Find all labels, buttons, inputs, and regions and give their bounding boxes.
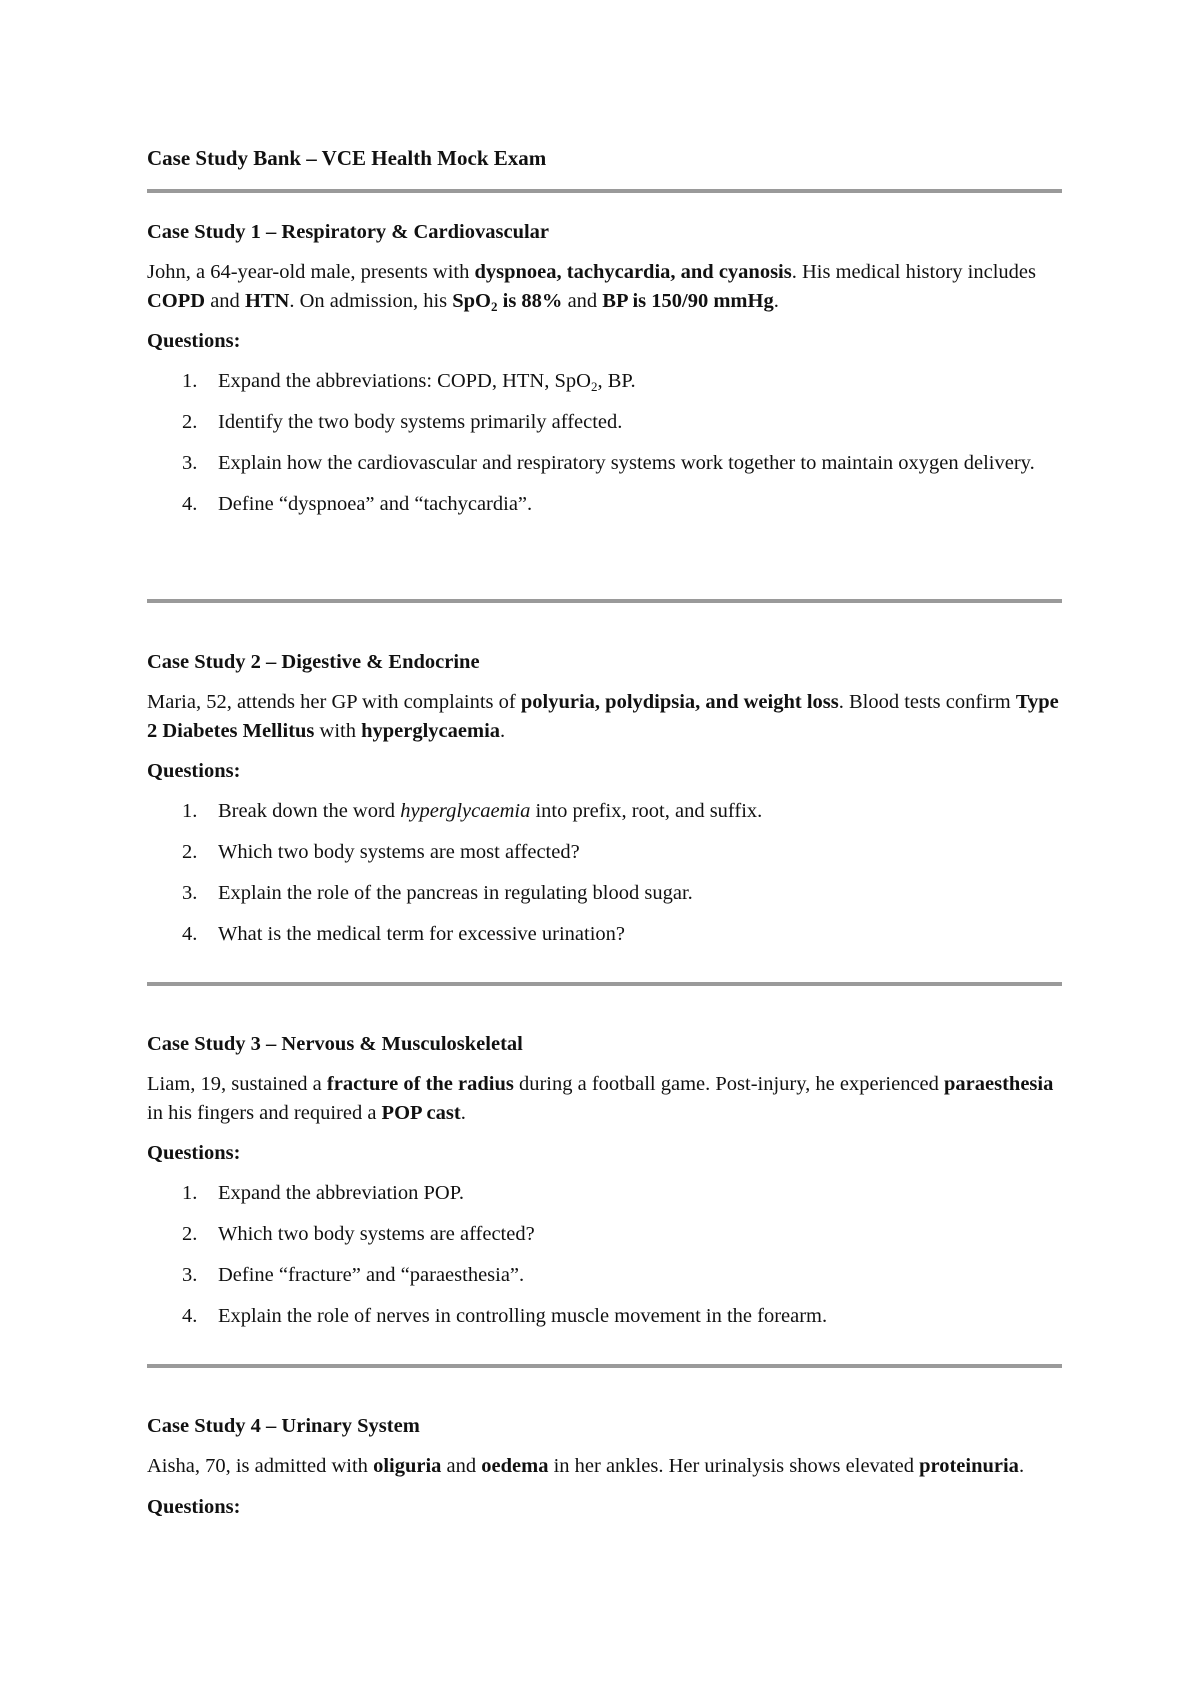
case-3-question-list	[147, 1179, 1062, 1330]
list-item: 3. Define “fracture” and “paraesthesia”.	[182, 1264, 525, 1286]
document-title: Case Study Bank – VCE Health Mock Exam	[147, 146, 547, 170]
case-4-questions-label: Questions:	[147, 1495, 241, 1518]
case-2-questions-label: Questions:	[147, 760, 241, 782]
case-4-description: Aisha, 70, is admitted with oliguria and oedema in her ankles. Her urinalysis shows elevated proteinuria.	[147, 1455, 1025, 1477]
case-1-questions-label: Questions:	[147, 330, 241, 352]
list-item: 1. Break down the word hyperglycaemia into prefix, root, and suffix.	[182, 800, 763, 822]
section-divider	[147, 982, 1062, 986]
title-divider	[147, 189, 1062, 193]
section-divider	[147, 599, 1062, 603]
list-item: 3. Explain the role of the pancreas in regulating blood sugar.	[182, 882, 693, 904]
case-4-heading: Case Study 4 – Urinary System	[147, 1415, 420, 1437]
list-item: 4. Explain the role of nerves in controlling muscle movement in the forearm.	[182, 1305, 828, 1327]
list-item: 1. Expand the abbreviations: COPD, HTN, SpO$_2$, BP.	[182, 370, 636, 394]
case-1-heading: Case Study 1 – Respiratory & Cardiovascular	[147, 221, 550, 243]
list-item: 2. Identify the two body systems primarily affected.	[182, 411, 623, 433]
case-3-questions-label: Questions:	[147, 1142, 241, 1164]
list-item: 2. Which two body systems are affected?	[182, 1223, 535, 1245]
list-item: 4. Define “dyspnoea” and “tachycardia”.	[182, 493, 533, 515]
case-1-question-list	[147, 367, 1062, 518]
case-3-heading: Case Study 3 – Nervous & Musculoskeletal	[147, 1033, 523, 1055]
case-2-description: Maria, 52, attends her GP with complaints of polyuria, polydipsia, and weight loss. Blood tests confirm Type 2 Diabetes Mellitus with hyperglycaemia.	[147, 691, 1059, 742]
list-item: 2. Which two body systems are most affected?	[182, 841, 580, 863]
case-study-4	[147, 1413, 1062, 1520]
section-divider	[147, 1364, 1062, 1368]
list-item: 1. Expand the abbreviation POP.	[182, 1182, 464, 1204]
case-study-1	[147, 219, 1062, 518]
case-study-3	[147, 1031, 1062, 1330]
case-1-description: John, a 64-year-old male, presents with dyspnoea, tachycardia, and cyanosis. His medical history includes COPD and HTN. On admission, his SpO$_2$ is 88% and BP is 150/90 mmHg.	[147, 261, 1036, 314]
case-2-question-list	[147, 797, 1062, 948]
list-item: 4. What is the medical term for excessive urination?	[182, 923, 625, 945]
case-study-2	[147, 649, 1062, 948]
case-2-heading: Case Study 2 – Digestive & Endocrine	[147, 651, 480, 673]
list-item: 3. Explain how the cardiovascular and respiratory systems work together to maintain oxygen delivery.	[182, 452, 1035, 474]
case-3-description: Liam, 19, sustained a fracture of the radius during a football game. Post-injury, he experienced paraesthesia in his fingers and required a POP cast.	[147, 1073, 1054, 1124]
